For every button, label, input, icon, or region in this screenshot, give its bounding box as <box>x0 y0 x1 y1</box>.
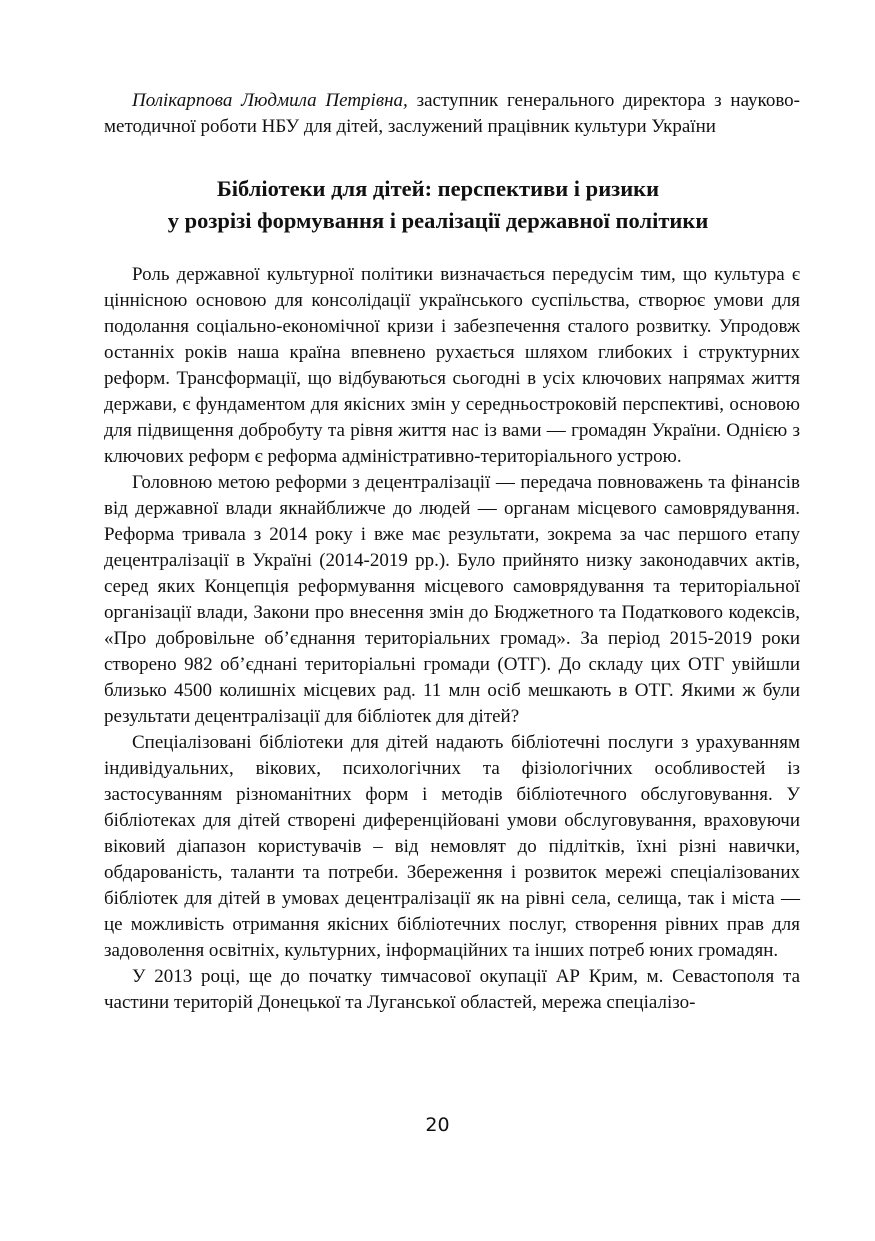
article-body <box>104 262 800 1016</box>
author-name: Полікарпова Людмила Петрівна, <box>132 90 408 111</box>
paragraph: Головною метою реформи з децентралізації — передача повноважень та фінансів від державної влади якнайближче до людей — органам місцевого самоврядування. Реформа тривала з 2014 року і вже має результати, зокрема за час першого етапу децентралізації в Україні (2014-2019 рр.). Було прийнято низку законодавчих актів, серед яких Концепція реформування місцевого самоврядування та територіальної організації влади, Закони про внесення змін до Бюджетного та Податкового кодексів, «Про добровільне об’єднання територіальних громад». За період 2015-2019 роки створено 982 об’єднані територіальні громади (ОТГ). До складу цих ОТГ увійшли близько 4500 колишніх місцевих рад. 11 млн осіб мешкають в ОТГ. Якими ж були результати децентралізації для бібліотек для дітей? <box>104 472 800 727</box>
paragraph: Спеціалізовані бібліотеки для дітей надають бібліотечні послуги з урахуванням індивідуальних, вікових, психологічних та фізіологічних особливостей із застосуванням різноманітних форм і методів бібліотечного обслуговування. У бібліотеках для дітей створені диференційовані умови обслуговування, враховуючи віковий діапазон користувачів – від немовлят до підлітків, їхні різні навички, обдарованість, таланти та потреби. Збереження і розвиток мережі спеціалізованих бібліотек для дітей в умовах децентралізації як на рівні села, селища, так і міста — це можливість отримання якісних бібліотечних послуг, створення рівних прав для задоволення освітніх, культурних, інформаційних та інших потреб юних громадян. <box>104 732 800 961</box>
title-line-1: Бібліотеки для дітей: перспективи і ризики <box>216 176 660 201</box>
page-number: 20 <box>425 1114 450 1136</box>
paragraph: У 2013 році, ще до початку тимчасової окупації АР Крим, м. Севастополя та частини територій Донецької та Луганської областей, мережа спеціалізо- <box>104 966 800 1013</box>
paragraph: Роль державної культурної політики визначається передусім тим, що культура є ціннісною основою для консолідації українського суспільства, створює умови для подолання соціально-економічної кризи і забезпечення сталого розвитку. Упродовж останніх років наша країна впевнено рухається шляхом глибоких і структурних реформ. Трансформації, що відбуваються сьогодні в усіх ключових напрямах життя держави, є фундаментом для якісних змін у середньостроковій перспективі, основою для підвищення добробуту та рівня життя нас із вами — громадян України. Однією з ключових реформ є реформа адміністративно-територіального устрою. <box>104 264 800 467</box>
article-title <box>90 173 786 237</box>
title-line-2: у розрізі формування і реалізації державної політики <box>167 208 709 233</box>
author-position: заступник генерального директора з науково-методичної роботи НБУ для дітей, заслужений працівник культури України <box>104 90 800 137</box>
author-line <box>104 88 800 140</box>
